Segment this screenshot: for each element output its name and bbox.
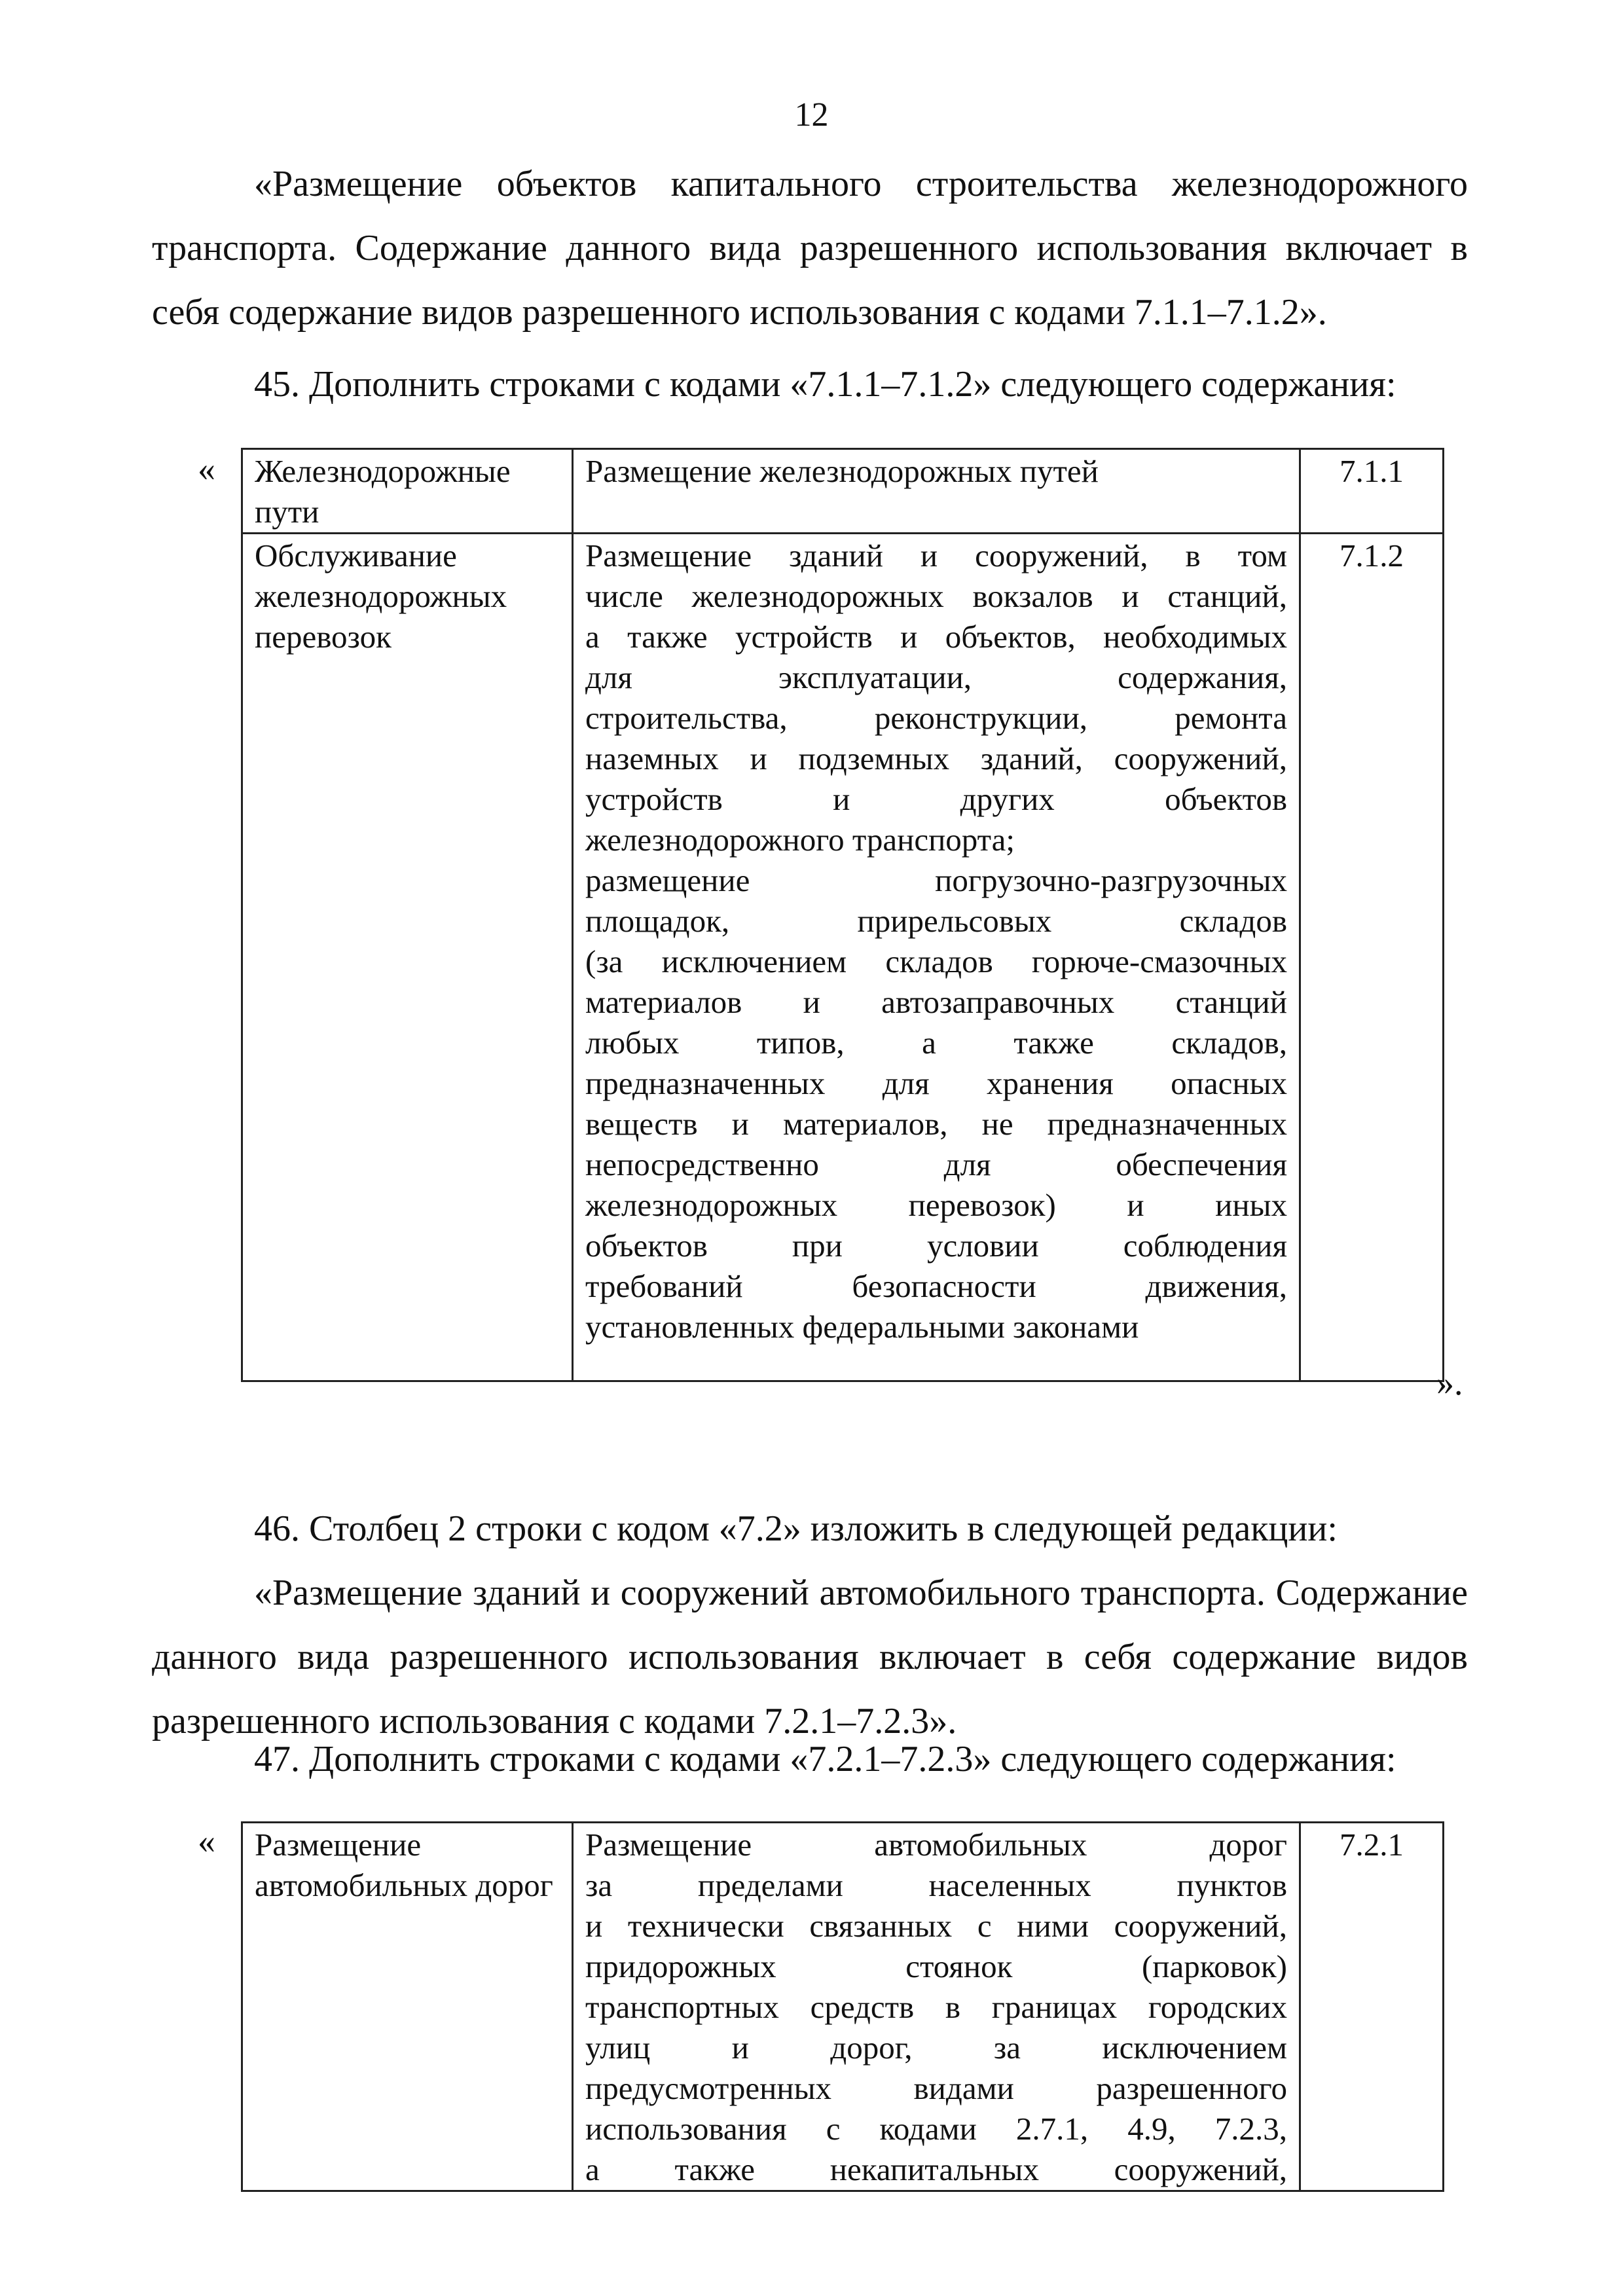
description-line: числе железнодорожных вокзалов и станций, [585,578,1287,614]
description-line: за пределами населенных пунктов [585,1867,1287,1903]
description-line: размещение погрузочно-разгрузочных [585,862,1287,898]
description-line: улиц и дорог, за исключением [585,2030,1287,2066]
description-line: придорожных стоянок (парковок) [585,1948,1287,1984]
description-line: объектов при условии соблюдения [585,1228,1287,1264]
description-line: и технически связанных с ними сооружений, [585,1908,1287,1944]
description-line: строительства, реконструкции, ремонта [585,700,1287,736]
description-line: (за исключением складов горюче-смазочных [585,943,1287,979]
description-line: устройств и других объектов [585,781,1287,817]
table-cell-name: Размещение автомобильных дорог [242,1823,573,2191]
paragraph-auto-transport: «Размещение зданий и сооружений автомобильного транспорта. Содержание данного вида разрешенного использования включает в себя содержание видов разрешенного использования с кодами 7.2.1–7.2.3». [152,1573,1468,1741]
description-line: Размещение зданий и сооружений, в том [585,538,1287,574]
table-cell-description [573,449,1300,534]
description-line: транспортных средств в границах городских [585,1989,1287,2025]
paragraph-rail-transport: «Размещение объектов капитального строительства железнодорожного транспорта. Содержание данного вида разрешенного использования включает в себя содержание видов разрешенного использования с кодами 7.1.1–7.1.2». [152,164,1468,333]
table-cell-code: 7.2.1 [1300,1823,1444,2191]
table-row [242,1823,1444,2191]
description-line: наземных и подземных зданий, сооружений, [585,740,1287,776]
paragraph-item-47: 47. Дополнить строками с кодами «7.2.1–7.2.3» следующего содержания: [254,1739,1396,1779]
description-line: а также некапитальных сооружений, [585,2151,1287,2187]
table1-open-quote: « [198,449,215,488]
table-cell-description [573,534,1300,1381]
page-number: 12 [794,96,829,134]
description-line: Размещение автомобильных дорог [585,1827,1287,1863]
description-line: а также устройств и объектов, необходимых [585,619,1287,655]
description-line: веществ и материалов, не предназначенных [585,1106,1287,1142]
table-row [242,449,1444,534]
description-line: железнодорожных перевозок) и иных [585,1187,1287,1223]
description-line: установленных федеральными законами [585,1309,1139,1345]
table-row [242,534,1444,1381]
description-line: предусмотренных видами разрешенного [585,2070,1287,2106]
description-line: требований безопасности движения, [585,1268,1287,1304]
table-cell-code: 7.1.1 [1300,449,1444,534]
table2-open-quote: « [198,1821,215,1861]
description-line: непосредственно для обеспечения [585,1146,1287,1182]
description-line: площадок, прирельсовых складов [585,903,1287,939]
description-line: Размещение железнодорожных путей [585,453,1099,489]
table-cell-name: Железнодорожные пути [242,449,573,534]
table-cell-description [573,1823,1300,2191]
table-road-codes [241,1821,1444,2192]
paragraph-item-45: 45. Дополнить строками с кодами «7.1.1–7.1.2» следующего содержания: [254,364,1396,405]
table1-close-quote: ». [1436,1363,1463,1402]
paragraph-item-46: 46. Столбец 2 строки с кодом «7.2» изложить в следующей редакции: [254,1508,1338,1549]
description-line: материалов и автозаправочных станций [585,984,1287,1020]
description-line: любых типов, а также складов, [585,1025,1287,1061]
table-cell-code: 7.1.2 [1300,534,1444,1381]
table-rail-codes [241,448,1444,1382]
description-line: предназначенных для хранения опасных [585,1065,1287,1101]
description-line: использования с кодами 2.7.1, 4.9, 7.2.3, [585,2111,1287,2147]
description-line: для эксплуатации, содержания, [585,659,1287,695]
description-line: железнодорожного транспорта; [585,822,1015,858]
table-cell-name: Обслуживание железнодорожных перевозок [242,534,573,1381]
